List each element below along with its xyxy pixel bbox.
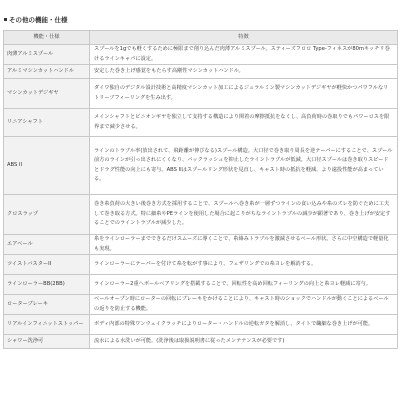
feature-desc: メインシャフトとピニオンギヤを独立して支持する構造により関着の摩擦抵抗をなくし、高負荷時の巻取りでもパワーロスを限界まで減少させる。 xyxy=(90,109,398,137)
feature-name: エアベール xyxy=(4,235,90,255)
feature-desc: ボディ内部の特殊ワンウェイクラッチによりローター・ハンドルの逆転ガタを解消し、タイトで繊細な巻き上げが可能。 xyxy=(90,315,398,335)
table-header-row xyxy=(4,31,398,45)
feature-name: ABS II xyxy=(4,137,90,195)
feature-name: ツイストバスターII xyxy=(4,255,90,275)
feature-name: ラインローラーBB(2BB) xyxy=(4,275,90,295)
feature-name: 肉薄アルミスプール xyxy=(4,45,90,65)
table-row xyxy=(4,65,398,79)
feature-desc: スプールを1gでも軽くするために極限まで削り込んだ肉薄アルミスプール。スティーズフロロ Type-フィネスが80mキッチリ巻けるラインキャパに設定。 xyxy=(90,45,398,65)
header-feature-desc: 特徴 xyxy=(90,31,398,45)
feature-name: アルミマシンカットハンドル xyxy=(4,65,90,79)
table-row xyxy=(4,235,398,255)
feature-desc: 安定した巻き上げ感覚をもたらす高剛性マシンカットハンドル。 xyxy=(90,65,398,79)
feature-name: ローターブレーキ xyxy=(4,295,90,315)
bullet-square-icon xyxy=(4,18,7,21)
feature-name: リアルインフィニットストッパー xyxy=(4,315,90,335)
feature-name: マシンカットデジギヤ xyxy=(4,79,90,109)
feature-desc: ベールオープン時にローターの回転にブレーキをかけることにより、キャスト時のショックでハンドルが動くことによるベールの返りを防止する機能。 xyxy=(90,295,398,315)
spec-table xyxy=(3,30,398,349)
feature-desc: ラインローラーにテーパーを付けて糸を転がす事により、フェザリングでの糸ヨレを解消する。 xyxy=(90,255,398,275)
feature-desc: ラインローラー2重へボールベアリングを搭載することで、回転性を高め回転フィーリングの向上と糸ヨレ軽減に寄与。 xyxy=(90,275,398,295)
feature-name: クロスラップ xyxy=(4,195,90,235)
feature-name: リニアシャフト xyxy=(4,109,90,137)
section-title-text: その他の機能・仕様 xyxy=(9,15,68,24)
feature-desc: ダイワ独自のデジタル設計技術と高精度マシンカット加工によるジュラルミン製マシンカットデジギヤが軽快かつパワフルなリトリーブフィーリングを生み出す。 xyxy=(90,79,398,109)
feature-desc: 糸をラインローラーまでできるだけスムーズに導くことで、糸絡みトラブルを激減させるベール形状。さらに中空構造で軽量化も実現。 xyxy=(90,235,398,255)
table-row xyxy=(4,79,398,109)
table-row xyxy=(4,137,398,195)
table-row xyxy=(4,315,398,335)
table-row xyxy=(4,195,398,235)
feature-desc: ラインのトラブル率(放出されて、飛距離が伸びなる)スプール構造。大口径で巻き取り周長を逆テーパーにすることで、スプール前方のラインが引っ出されにくくなり、バックラッシュを抑止したライントラブルが低減。大口径スプールは巻き取りスピードとドラグ性能の向上にも寄与。ABS IIはスプールリング形状を見直し、キャスト時の抵抗を軽減、より遠投性能が高まっている。 xyxy=(90,137,398,195)
table-row xyxy=(4,295,398,315)
header-feature-name: 機能・仕様 xyxy=(4,31,90,45)
table-row xyxy=(4,45,398,65)
feature-name: シャワー洗浄可 xyxy=(4,335,90,349)
table-row xyxy=(4,335,398,349)
table-row xyxy=(4,109,398,137)
feature-desc: 巻き糸負荷の大きい後巻き方式を採用することで、スプールへ巻き糸が一層ずつラインの食い込みや糸のズレを防ぐために工夫して巻き取る方式。特に細糸やPEラインを使用した場合に起こりがちなライントラブルの減少が顕著であり、巻き上げが安定することでのライントラブルが減少した。 xyxy=(90,195,398,235)
table-row xyxy=(4,255,398,275)
section-title xyxy=(4,12,400,26)
feature-desc: 流水による水洗いが可能。(洗浄後は取扱説明書に従ったメンテナンスが必要です) xyxy=(90,335,398,349)
table-row xyxy=(4,275,398,295)
